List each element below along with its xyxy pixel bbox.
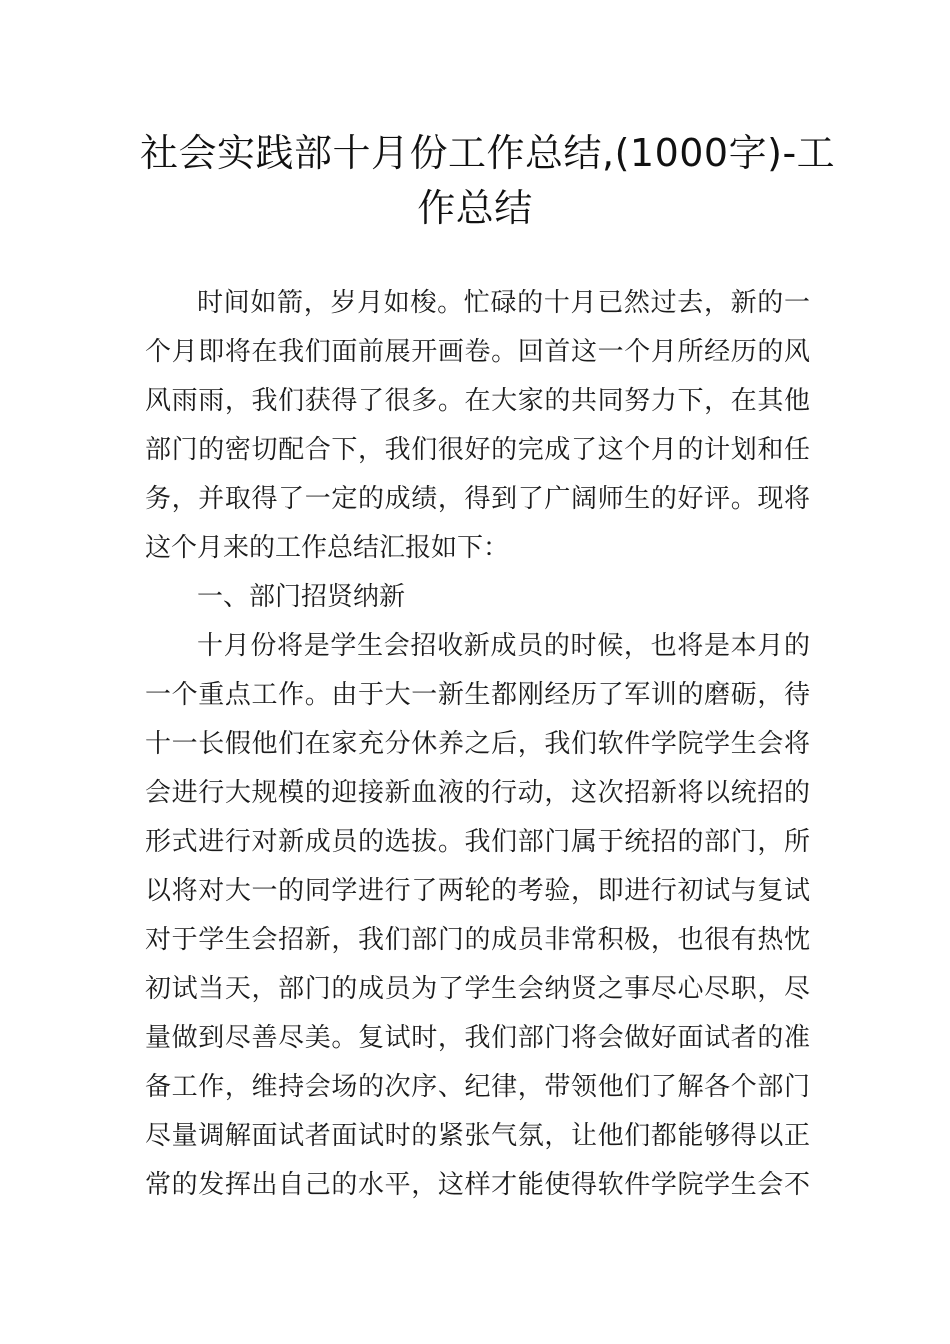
paragraph-2-line-8: 初试当天，部门的成员为了学生会纳贤之事尽心尽职，尽 xyxy=(145,974,810,1004)
paragraph-1-line-6: 这个月来的工作总结汇报如下： xyxy=(145,533,510,563)
paragraph-2-line-2: 一个重点工作。由于大一新生都刚经历了军训的磨砺，待 xyxy=(145,680,810,710)
paragraph-1-line-5: 务，并取得了一定的成绩，得到了广阔师生的好评。现将 xyxy=(145,484,810,514)
title-line-1: 社会实践部十月份工作总结,(1000字)-工 xyxy=(140,131,836,175)
paragraph-1-line-2: 个月即将在我们面前展开画卷。回首这一个月所经历的风 xyxy=(145,337,810,367)
paragraph-2-line-1: 十月份将是学生会招收新成员的时候，也将是本月的 xyxy=(197,631,810,661)
paragraph-2-line-9: 量做到尽善尽美。复试时，我们部门将会做好面试者的准 xyxy=(145,1023,810,1053)
document-title xyxy=(140,126,836,236)
paragraph-2-line-10: 备工作，维持会场的次序、纪律，带领他们了解各个部门 xyxy=(145,1072,810,1102)
paragraph-2-line-4: 会进行大规模的迎接新血液的行动，这次招新将以统招的 xyxy=(145,778,810,808)
paragraph-1-line-4: 部门的密切配合下，我们很好的完成了这个月的计划和任 xyxy=(145,435,810,465)
paragraph-2-line-11: 尽量调解面试者面试时的紧张气氛，让他们都能够得以正 xyxy=(145,1121,810,1151)
paragraph-2-line-3: 十一长假他们在家充分休养之后，我们软件学院学生会将 xyxy=(145,729,810,759)
paragraph-2-line-7: 对于学生会招新，我们部门的成员非常积极，也很有热忱 xyxy=(145,925,810,955)
paragraph-2-line-6: 以将对大一的同学进行了两轮的考验，即进行初试与复试 xyxy=(145,876,810,906)
title-line-2: 作总结 xyxy=(417,186,533,230)
paragraph-1-line-3: 风雨雨，我们获得了很多。在大家的共同努力下，在其他 xyxy=(145,386,810,416)
paragraph-1-line-1: 时间如箭，岁月如梭。忙碌的十月已然过去，新的一 xyxy=(197,288,810,318)
document-body xyxy=(145,279,810,1210)
paragraph-2-line-12: 常的发挥出自己的水平，这样才能使得软件学院学生会不 xyxy=(145,1170,810,1200)
paragraph-2-line-5: 形式进行对新成员的选拔。我们部门属于统招的部门，所 xyxy=(145,827,810,857)
section-heading: 一、部门招贤纳新 xyxy=(197,582,406,612)
